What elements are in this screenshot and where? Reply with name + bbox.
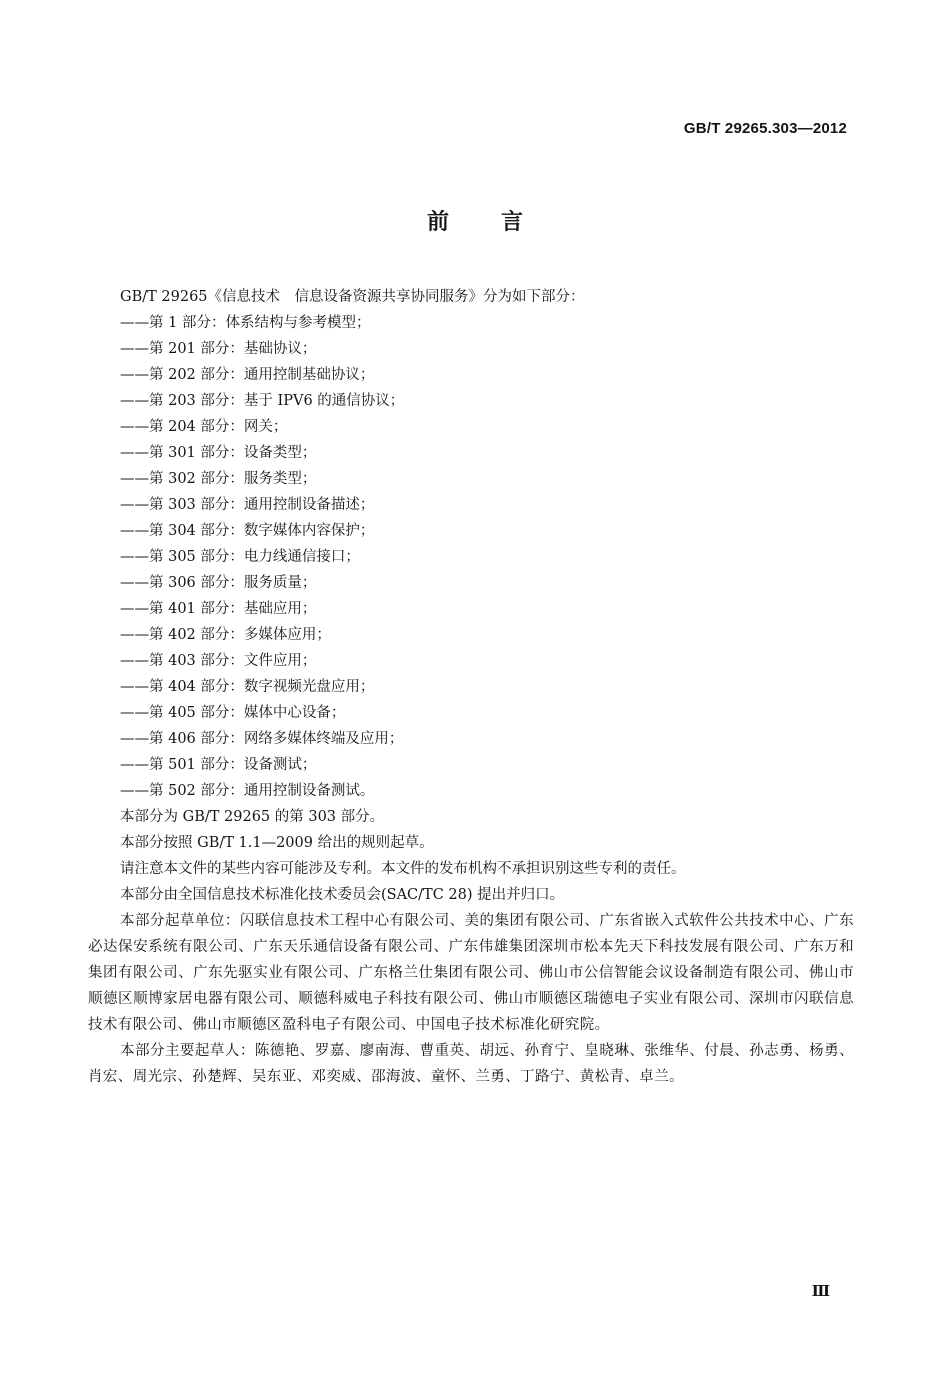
list-item: ——第 404 部分：数字视频光盘应用； <box>120 679 375 695</box>
committee-statement: 本部分由全国信息技术标准化技术委员会(SAC/TC 28) 提出并归口。 <box>120 887 565 903</box>
drafters-paragraph: 本部分主要起草人：陈德艳、罗嘉、廖南海、曹重英、胡远、孙育宁、皇晓琳、张维华、付晨、孙志勇、杨勇、肖宏、周光宗、孙楚辉、吴东亚、邓奕威、邵海波、童怀、兰勇、丁路宁、黄松青、卓兰。 <box>88 1043 854 1085</box>
list-item: ——第 305 部分：电力线通信接口； <box>120 549 360 565</box>
parts-list <box>88 310 854 804</box>
patent-notice: 请注意本文件的某些内容可能涉及专利。本文件的发布机构不承担识别这些专利的责任。 <box>120 861 686 877</box>
list-item: ——第 403 部分：文件应用； <box>120 653 317 669</box>
standard-number: GB/T 29265.303—2012 <box>683 120 847 137</box>
part-statement: 本部分为 GB/T 29265 的第 303 部分。 <box>120 809 385 825</box>
list-item: ——第 303 部分：通用控制设备描述； <box>120 497 375 513</box>
list-item: ——第 203 部分：基于 IPV6 的通信协议； <box>120 393 405 409</box>
list-item: ——第 501 部分：设备测试； <box>120 757 317 773</box>
list-item: ——第 201 部分：基础协议； <box>120 341 317 357</box>
intro-line: GB/T 29265《信息技术 信息设备资源共享协同服务》分为如下部分： <box>120 289 585 305</box>
drafting-units-paragraph: 本部分起草单位：闪联信息技术工程中心有限公司、美的集团有限公司、广东省嵌入式软件公共技术中心、广东必达保安系统有限公司、广东天乐通信设备有限公司、广东伟雄集团深圳市松本先天下科技发展有限公司、广东万和集团有限公司、广东先驱实业有限公司、广东格兰仕集团有限公司、佛山市公信智能会议设备制造有限公司、佛山市顺德区顺博家居电器有限公司、顺德科威电子科技有限公司、佛山市顺德区瑞德电子实业有限公司、深圳市闪联信息技术有限公司、佛山市顺德区盈科电子有限公司、中国电子技术标准化研究院。 <box>88 913 854 1033</box>
title-char-1: 前 <box>426 210 449 235</box>
list-item: ——第 405 部分：媒体中心设备； <box>120 705 346 721</box>
drafting-rules-statement: 本部分按照 GB/T 1.1—2009 给出的规则起草。 <box>120 835 434 851</box>
list-item: ——第 302 部分：服务类型； <box>120 471 317 487</box>
list-item: ——第 406 部分：网络多媒体终端及应用； <box>120 731 404 747</box>
list-item: ——第 202 部分：通用控制基础协议； <box>120 367 375 383</box>
title-char-2: 言 <box>501 210 524 235</box>
list-item: ——第 1 部分：体系结构与参考模型； <box>120 315 371 331</box>
list-item: ——第 306 部分：服务质量； <box>120 575 317 591</box>
list-item: ——第 402 部分：多媒体应用； <box>120 627 331 643</box>
list-item: ——第 304 部分：数字媒体内容保护； <box>120 523 375 539</box>
list-item: ——第 301 部分：设备类型； <box>120 445 317 461</box>
foreword-body <box>88 284 854 1090</box>
list-item: ——第 401 部分：基础应用； <box>120 601 317 617</box>
page-number: Ⅲ <box>811 1284 830 1300</box>
list-item: ——第 502 部分：通用控制设备测试。 <box>120 783 375 799</box>
list-item: ——第 204 部分：网关； <box>120 419 288 435</box>
page-title <box>0 205 950 236</box>
